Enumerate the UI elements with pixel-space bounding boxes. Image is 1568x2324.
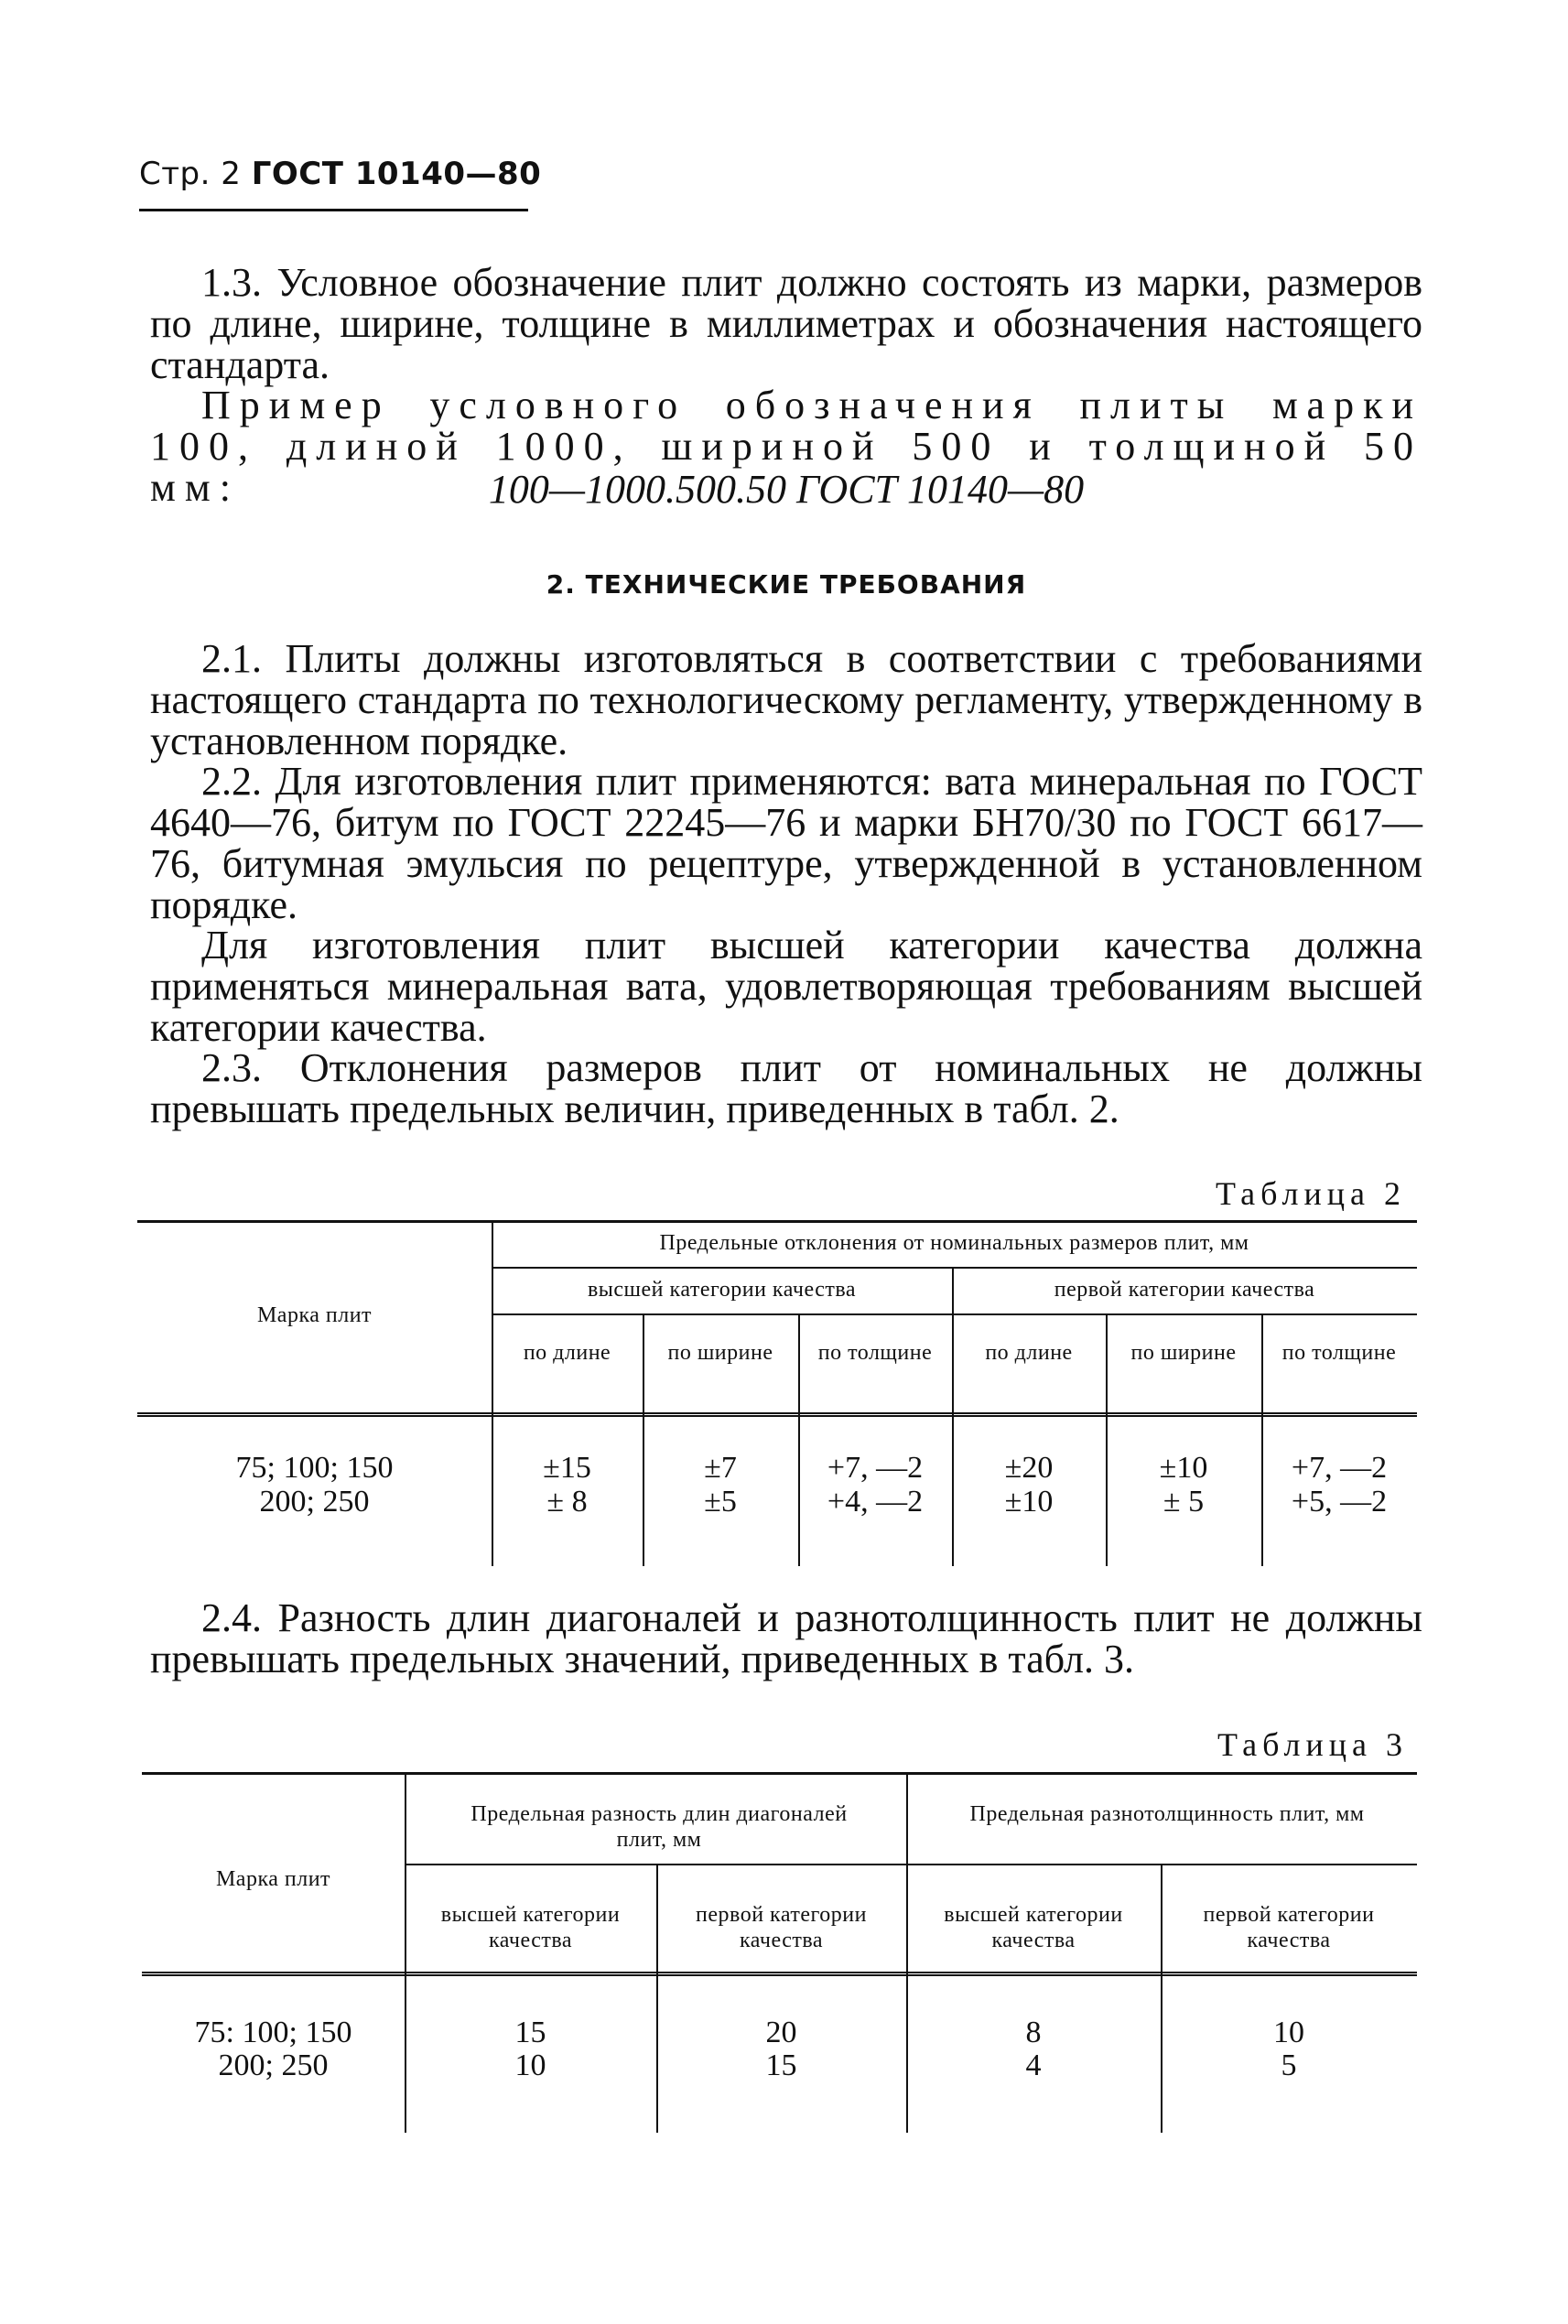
- table3-row-mark: 75: 100; 150: [194, 2016, 352, 2049]
- table2-row-mark: 75; 100; 150: [235, 1451, 394, 1485]
- table3-sub-header: высшей категории качества: [440, 1903, 621, 1952]
- table3-cell: 15: [514, 2016, 546, 2049]
- table2-sub-header: по длине: [985, 1341, 1073, 1365]
- table3-cell: 10: [1273, 2016, 1304, 2049]
- table3-top-rule: [142, 1772, 1417, 1775]
- table2-sub-header: по ширине: [1130, 1341, 1237, 1365]
- table2-cell: +4, —2: [827, 1485, 924, 1519]
- table2-cell: ±5: [704, 1485, 737, 1519]
- table2-sub-header: по длине: [523, 1341, 611, 1365]
- table2-cat-high: высшей категории качества: [587, 1278, 857, 1302]
- section-title: 2. ТЕХНИЧЕСКИЕ ТРЕБОВАНИЯ: [546, 569, 1027, 600]
- table2-col-mark: Марка плит: [256, 1303, 373, 1327]
- table3-row-mark: 200; 250: [218, 2048, 329, 2082]
- table2-row-mark: 200; 250: [259, 1485, 370, 1519]
- table2-label: Таблица 2: [1216, 1175, 1406, 1212]
- table2-cell: ±15: [543, 1451, 591, 1485]
- table2-cell: ±10: [1004, 1485, 1054, 1519]
- table2-cell: ± 8: [546, 1485, 588, 1519]
- table2-head-rule: [137, 1412, 1417, 1417]
- table3-label: Таблица 3: [1217, 1726, 1408, 1763]
- paragraph-2-2-quality: Для изготовления плит высшей категории качества должна применяться минеральная вата, удовлетворяющая требованиям высшей категории качества.: [150, 923, 1422, 1050]
- table3-cell: 15: [765, 2048, 797, 2082]
- paragraph-1-3: 1.3. Условное обозначение плит должно состоять из марки, размеров по длине, ширине, толщине в миллиметрах и обозначения настоящего стандарта.: [150, 260, 1422, 387]
- table3-sub-header: первой категории качества: [696, 1903, 867, 1952]
- page-number: Стр. 2: [139, 156, 242, 192]
- table2-vline: [798, 1313, 800, 1566]
- table3-cell: 8: [1025, 2016, 1042, 2049]
- table3-cell: 10: [514, 2048, 546, 2082]
- paragraph-2-2: 2.2. Для изготовления плит применяются: вата минеральная по ГОСТ 4640—76, битум по ГОСТ 22245—76 и марки БН70/30 по ГОСТ 6617—76, битумная эмульсия по рецептуре, утвержденной в установленном порядке.: [150, 759, 1422, 927]
- table3-cell: 4: [1025, 2048, 1042, 2082]
- table2-cell: ±10: [1159, 1451, 1208, 1485]
- table3-group-diag: Предельная разность длин диагоналей плит, мм: [470, 1802, 848, 1852]
- page-header: [139, 156, 541, 192]
- table3-sub-header: высшей категории качества: [944, 1903, 1123, 1952]
- table2-cell: +7, —2: [827, 1451, 924, 1485]
- table2-group-rule: [492, 1267, 1417, 1269]
- table2-vline: [1106, 1313, 1108, 1566]
- table3-group-thick: Предельная разнотолщинность плит, мм: [969, 1802, 1365, 1826]
- table2-cat-rule: [492, 1313, 1417, 1315]
- table2-sub-header: по толщине: [1281, 1341, 1397, 1365]
- table3-cell: 20: [765, 2016, 797, 2049]
- table2-group-header: Предельные отклонения от номинальных размеров плит, мм: [659, 1231, 1249, 1255]
- table2-top-rule: [137, 1220, 1417, 1223]
- table2-cell: +5, —2: [1291, 1485, 1388, 1519]
- paragraph-2-3: 2.3. Отклонения размеров плит от номинальных не должны превышать предельных величин, приведенных в табл. 2.: [150, 1045, 1422, 1131]
- table3-col-mark: Марка плит: [215, 1867, 331, 1891]
- table3-head-rule: [142, 1972, 1417, 1976]
- table2-vline: [1261, 1313, 1263, 1566]
- table2-cell: ±20: [1004, 1451, 1054, 1485]
- table2-sub-header: по ширине: [667, 1341, 773, 1365]
- table2-sub-header: по толщине: [817, 1341, 933, 1365]
- table3-group-rule: [405, 1864, 1417, 1865]
- designation-formula: 100—1000.500.50 ГОСТ 10140—80: [488, 467, 1085, 512]
- table2-cat-first: первой категории качества: [1054, 1278, 1315, 1302]
- table2-cell: ± 5: [1162, 1485, 1205, 1519]
- standard-code: ГОСТ 10140—80: [251, 156, 542, 192]
- paragraph-2-4: 2.4. Разность длин диагоналей и разнотолщинность плит не должны превышать предельных значений, приведенных в табл. 3.: [150, 1595, 1422, 1681]
- table2-cell: ±7: [704, 1451, 737, 1485]
- table3-sub-header: первой категории качества: [1203, 1903, 1375, 1952]
- header-rule: [139, 209, 528, 211]
- table2-cell: +7, —2: [1291, 1451, 1388, 1485]
- table3-cell: 5: [1281, 2048, 1297, 2082]
- example-text: Пример условного обозначения плиты марки 100, длиной 1000, шириной 500 и толщиной 50 мм:: [150, 383, 1422, 510]
- paragraph-2-1: 2.1. Плиты должны изготовляться в соответствии с требованиями настоящего стандарта по технологическому регламенту, утвержденному в установленном порядке.: [150, 636, 1422, 763]
- table2-vline: [643, 1313, 644, 1566]
- table2-vline: [952, 1267, 954, 1566]
